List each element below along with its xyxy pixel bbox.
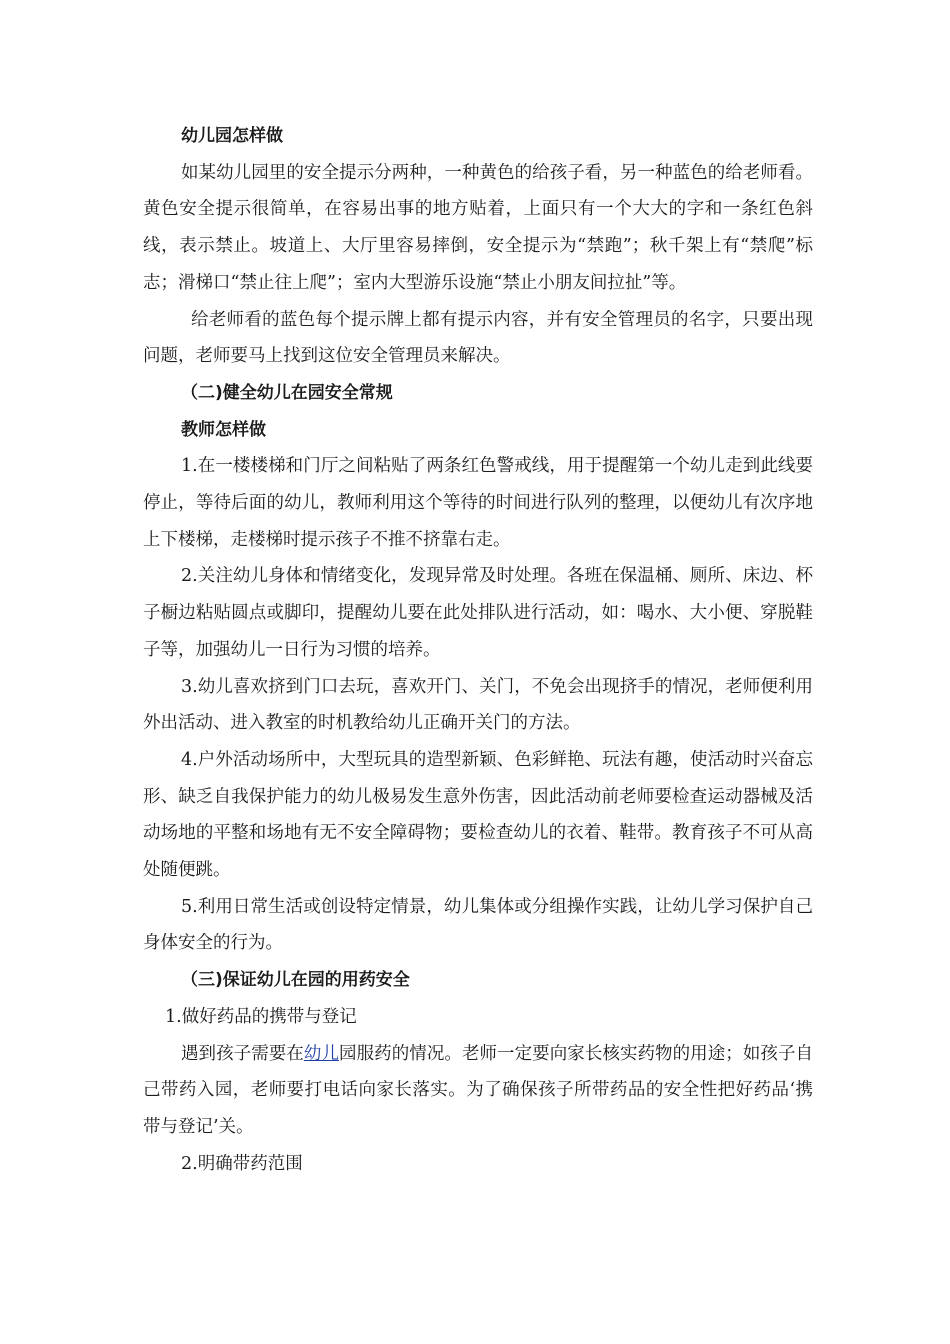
medicine-text-post: 园服药的情况。老师一定要向家长核实药物的用途；如孩子自己带药入园，老师要打电话向家长落实。为了确保孩子所带药品的安全性把好药品‘携带与登记’关。 xyxy=(143,1043,814,1137)
list-item-2: 2.关注幼儿身体和情绪变化，发现异常及时处理。各班在保温桶、厕所、床边、杯子橱边粘贴圆点或脚印，提醒幼儿要在此处排队进行活动，如：喝水、大小便、穿脱鞋子等，加强幼儿一日行为习惯的培养。 xyxy=(143,566,813,660)
kindergarten-link[interactable]: 幼儿 xyxy=(303,1043,340,1064)
document-body xyxy=(143,118,813,1182)
list-item-5: 5.利用日常生活或创设特定情景，幼儿集体或分组操作实践，让幼儿学习保护自己身体安全的行为。 xyxy=(143,896,813,954)
sub-heading-1: 1.做好药品的携带与登记 xyxy=(165,1006,357,1027)
section-heading-2: （二)健全幼儿在园安全常规 xyxy=(181,382,393,403)
paragraph-safety-signs: 如某幼儿园里的安全提示分两种，一种黄色的给孩子看，另一种蓝色的给老师看。黄色安全提示很简单，在容易出事的地方贴着，上面只有一个大大的字和一条红色斜线，表示禁止。坡道上、大厅里容易摔倒，安全提示为“禁跑”；秋千架上有“禁爬”标志；滑梯口“禁止往上爬”；室内大型游乐设施“禁止小朋友间拉扯”等。 xyxy=(143,162,813,293)
medicine-text-pre: 遇到孩子需要在 xyxy=(181,1043,304,1064)
list-item-1: 1.在一楼楼梯和门厅之间粘贴了两条红色警戒线，用于提醒第一个幼儿走到此线要停止，等待后面的幼儿，教师利用这个等待的时间进行队列的整理，以便幼儿有次序地上下楼梯，走楼梯时提示孩子不推不挤靠右走。 xyxy=(143,456,813,550)
heading-kindergarten: 幼儿园怎样做 xyxy=(181,126,283,146)
paragraph-blue-signs: 给老师看的蓝色每个提示牌上都有提示内容，并有安全管理员的名字，只要出现问题，老师要马上找到这位安全管理员来解决。 xyxy=(143,309,813,367)
section-heading-3: （三)保证幼儿在园的用药安全 xyxy=(181,970,410,991)
sub-heading-2: 2.明确带药范围 xyxy=(181,1153,303,1174)
heading-teacher: 教师怎样做 xyxy=(181,419,266,440)
list-item-3: 3.幼儿喜欢挤到门口去玩，喜欢开门、关门，不免会出现挤手的情况，老师便利用外出活动、进入教室的时机教给幼儿正确开关门的方法。 xyxy=(143,676,813,734)
list-item-4: 4.户外活动场所中，大型玩具的造型新颖、色彩鲜艳、玩法有趣，使活动时兴奋忘形、缺乏自我保护能力的幼儿极易发生意外伤害，因此活动前老师要检查运动器械及活动场地的平整和场地有无不安全障碍物；要检查幼儿的衣着、鞋带。教育孩子不可从高处随便跳。 xyxy=(143,749,813,881)
paragraph-medicine xyxy=(143,1036,813,1146)
